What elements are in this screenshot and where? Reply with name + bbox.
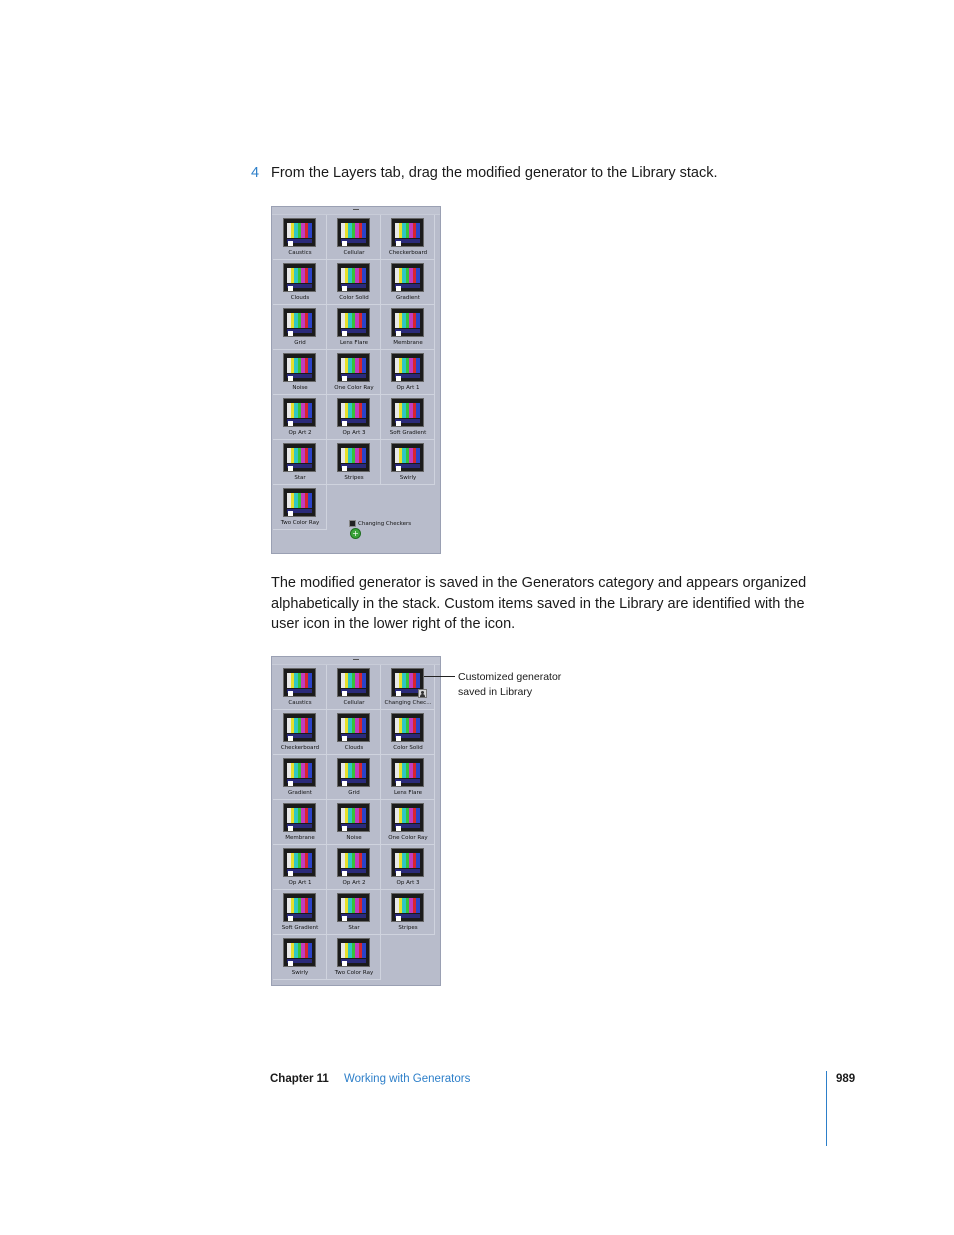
generator-item[interactable]: [327, 800, 381, 845]
generator-item[interactable]: [327, 260, 381, 305]
color-bars-thumbnail-icon: [391, 848, 424, 877]
generator-item-label: Op Art 3: [342, 430, 366, 436]
color-bars-thumbnail-icon: [391, 668, 424, 697]
generator-item-label: Caustics: [288, 250, 312, 256]
body-paragraph: The modified generator is saved in the Generators category and appears organized alphabetically in the stack. Custom items saved in the Library are identified with the user icon in the lower right of the icon.: [271, 575, 807, 632]
color-bars-thumbnail-icon: [283, 713, 316, 742]
generator-item[interactable]: [273, 305, 327, 350]
library-stack-panel-before: [271, 206, 441, 554]
color-bars-thumbnail-icon: [391, 308, 424, 337]
generator-item[interactable]: [381, 665, 435, 710]
dragged-generator[interactable]: [349, 520, 411, 527]
generator-item[interactable]: [327, 215, 381, 260]
generator-item-label: Cellular: [343, 250, 365, 256]
color-bars-thumbnail-icon: [391, 263, 424, 292]
generator-item-label: Cellular: [343, 700, 365, 706]
generator-item-label: Stripes: [344, 475, 364, 481]
step-instruction: [251, 163, 851, 183]
generator-item[interactable]: [273, 890, 327, 935]
generator-item[interactable]: [381, 710, 435, 755]
callout-leader-line: [424, 676, 455, 677]
color-bars-thumbnail-icon: [283, 218, 316, 247]
color-bars-thumbnail-icon: [283, 263, 316, 292]
color-bars-thumbnail-icon: [391, 353, 424, 382]
generator-item[interactable]: [273, 395, 327, 440]
user-icon: [418, 689, 427, 698]
generator-item[interactable]: [327, 440, 381, 485]
generator-item-label: Star: [294, 475, 306, 481]
generator-item[interactable]: [327, 665, 381, 710]
color-bars-thumbnail-icon: [337, 938, 370, 967]
generator-item[interactable]: [381, 800, 435, 845]
add-plus-icon: +: [350, 528, 361, 539]
color-bars-thumbnail-icon: [283, 938, 316, 967]
generator-item[interactable]: [273, 845, 327, 890]
generator-item-label: Color Solid: [393, 745, 423, 751]
dragged-generator-label: Changing Checkers: [358, 521, 412, 527]
generator-item[interactable]: [327, 890, 381, 935]
color-bars-thumbnail-icon: [391, 398, 424, 427]
color-bars-thumbnail-icon: [283, 308, 316, 337]
generator-icon: [349, 520, 356, 527]
generator-item-label: Noise: [346, 835, 362, 841]
generator-item[interactable]: [381, 395, 435, 440]
color-bars-thumbnail-icon: [283, 398, 316, 427]
color-bars-thumbnail-icon: [391, 893, 424, 922]
color-bars-thumbnail-icon: [283, 803, 316, 832]
generator-item[interactable]: [381, 350, 435, 395]
generator-item[interactable]: [273, 440, 327, 485]
generator-item[interactable]: [273, 665, 327, 710]
generator-item-label: Membrane: [285, 835, 315, 841]
generator-item[interactable]: [381, 305, 435, 350]
generator-item-label: Lens Flare: [339, 340, 369, 346]
generator-item[interactable]: [327, 845, 381, 890]
generator-item-label: Clouds: [290, 295, 310, 301]
generator-item-label: Swirly: [399, 475, 417, 481]
generator-item-label: Changing Chec...: [384, 700, 432, 706]
color-bars-thumbnail-icon: [337, 848, 370, 877]
generator-item-label: Grid: [348, 790, 360, 796]
color-bars-thumbnail-icon: [391, 803, 424, 832]
generator-item-label: One Color Ray: [388, 835, 428, 841]
generator-item-label: Swirly: [291, 970, 309, 976]
page-number: 989: [836, 1073, 856, 1085]
color-bars-thumbnail-icon: [337, 803, 370, 832]
generator-item[interactable]: [327, 710, 381, 755]
footer-divider: [826, 1071, 827, 1146]
step-number: 4: [251, 165, 260, 181]
generator-item[interactable]: [273, 350, 327, 395]
library-stack-panel-after: [271, 656, 441, 986]
color-bars-thumbnail-icon: [337, 353, 370, 382]
generator-item-label: One Color Ray: [334, 385, 374, 391]
generator-item-label: Two Color Ray: [334, 970, 374, 976]
generator-item[interactable]: [327, 305, 381, 350]
generator-item-label: Checkerboard: [280, 745, 320, 751]
generator-item[interactable]: [273, 710, 327, 755]
generator-item[interactable]: [327, 395, 381, 440]
color-bars-thumbnail-icon: [283, 488, 316, 517]
generator-item-label: Soft Gradient: [389, 430, 427, 436]
generator-item[interactable]: [381, 890, 435, 935]
generator-item[interactable]: [327, 350, 381, 395]
generator-item-label: Op Art 1: [288, 880, 312, 886]
step-text: From the Layers tab, drag the modified generator to the Library stack.: [271, 165, 718, 181]
color-bars-thumbnail-icon: [391, 758, 424, 787]
color-bars-thumbnail-icon: [283, 758, 316, 787]
color-bars-thumbnail-icon: [337, 398, 370, 427]
generator-item-label: Soft Gradient: [281, 925, 319, 931]
color-bars-thumbnail-icon: [337, 713, 370, 742]
panel-resize-handle[interactable]: [272, 207, 440, 215]
generator-item[interactable]: [381, 260, 435, 305]
color-bars-thumbnail-icon: [337, 758, 370, 787]
generator-item-label: Checkerboard: [388, 250, 428, 256]
color-bars-thumbnail-icon: [337, 218, 370, 247]
color-bars-thumbnail-icon: [391, 443, 424, 472]
generator-item-label: Clouds: [344, 745, 364, 751]
generator-item-label: Stripes: [398, 925, 418, 931]
generator-item[interactable]: [273, 485, 327, 530]
callout-label: [458, 670, 561, 700]
generator-item-label: Lens Flare: [393, 790, 423, 796]
generator-item[interactable]: [273, 935, 327, 980]
generator-item-label: Op Art 3: [396, 880, 420, 886]
generator-item[interactable]: [381, 755, 435, 800]
generator-item-label: Op Art 2: [288, 430, 312, 436]
color-bars-thumbnail-icon: [337, 308, 370, 337]
color-bars-thumbnail-icon: [391, 218, 424, 247]
generator-item[interactable]: [381, 215, 435, 260]
color-bars-thumbnail-icon: [283, 443, 316, 472]
color-bars-thumbnail-icon: [283, 893, 316, 922]
callout-line-2: saved in Library: [458, 686, 533, 698]
generator-item-label: Gradient: [288, 790, 312, 796]
color-bars-thumbnail-icon: [337, 893, 370, 922]
generator-item-label: Grid: [294, 340, 306, 346]
generator-item[interactable]: [273, 755, 327, 800]
generator-item-label: Caustics: [288, 700, 312, 706]
generator-item-label: Color Solid: [339, 295, 369, 301]
generator-item-label: Membrane: [393, 340, 423, 346]
color-bars-thumbnail-icon: [391, 713, 424, 742]
color-bars-thumbnail-icon: [283, 353, 316, 382]
generator-item[interactable]: [381, 440, 435, 485]
footer-chapter: Chapter 11: [270, 1073, 329, 1085]
generator-item-label: Op Art 2: [342, 880, 366, 886]
color-bars-thumbnail-icon: [283, 848, 316, 877]
generator-item[interactable]: [327, 935, 381, 980]
generator-item[interactable]: [273, 260, 327, 305]
generator-item-label: Star: [348, 925, 360, 931]
color-bars-thumbnail-icon: [337, 668, 370, 697]
color-bars-thumbnail-icon: [337, 263, 370, 292]
generator-item[interactable]: [273, 800, 327, 845]
generator-item[interactable]: [381, 845, 435, 890]
generator-item[interactable]: [327, 755, 381, 800]
generator-item-label: Two Color Ray: [280, 520, 320, 526]
color-bars-thumbnail-icon: [283, 668, 316, 697]
generator-item-label: Gradient: [396, 295, 420, 301]
generator-item-label: Op Art 1: [396, 385, 420, 391]
panel-resize-handle[interactable]: [272, 657, 440, 665]
generator-item-label: Noise: [292, 385, 308, 391]
footer-chapter-title[interactable]: Working with Generators: [344, 1073, 471, 1085]
generator-item[interactable]: [273, 215, 327, 260]
color-bars-thumbnail-icon: [337, 443, 370, 472]
callout-line-1: Customized generator: [458, 671, 562, 683]
